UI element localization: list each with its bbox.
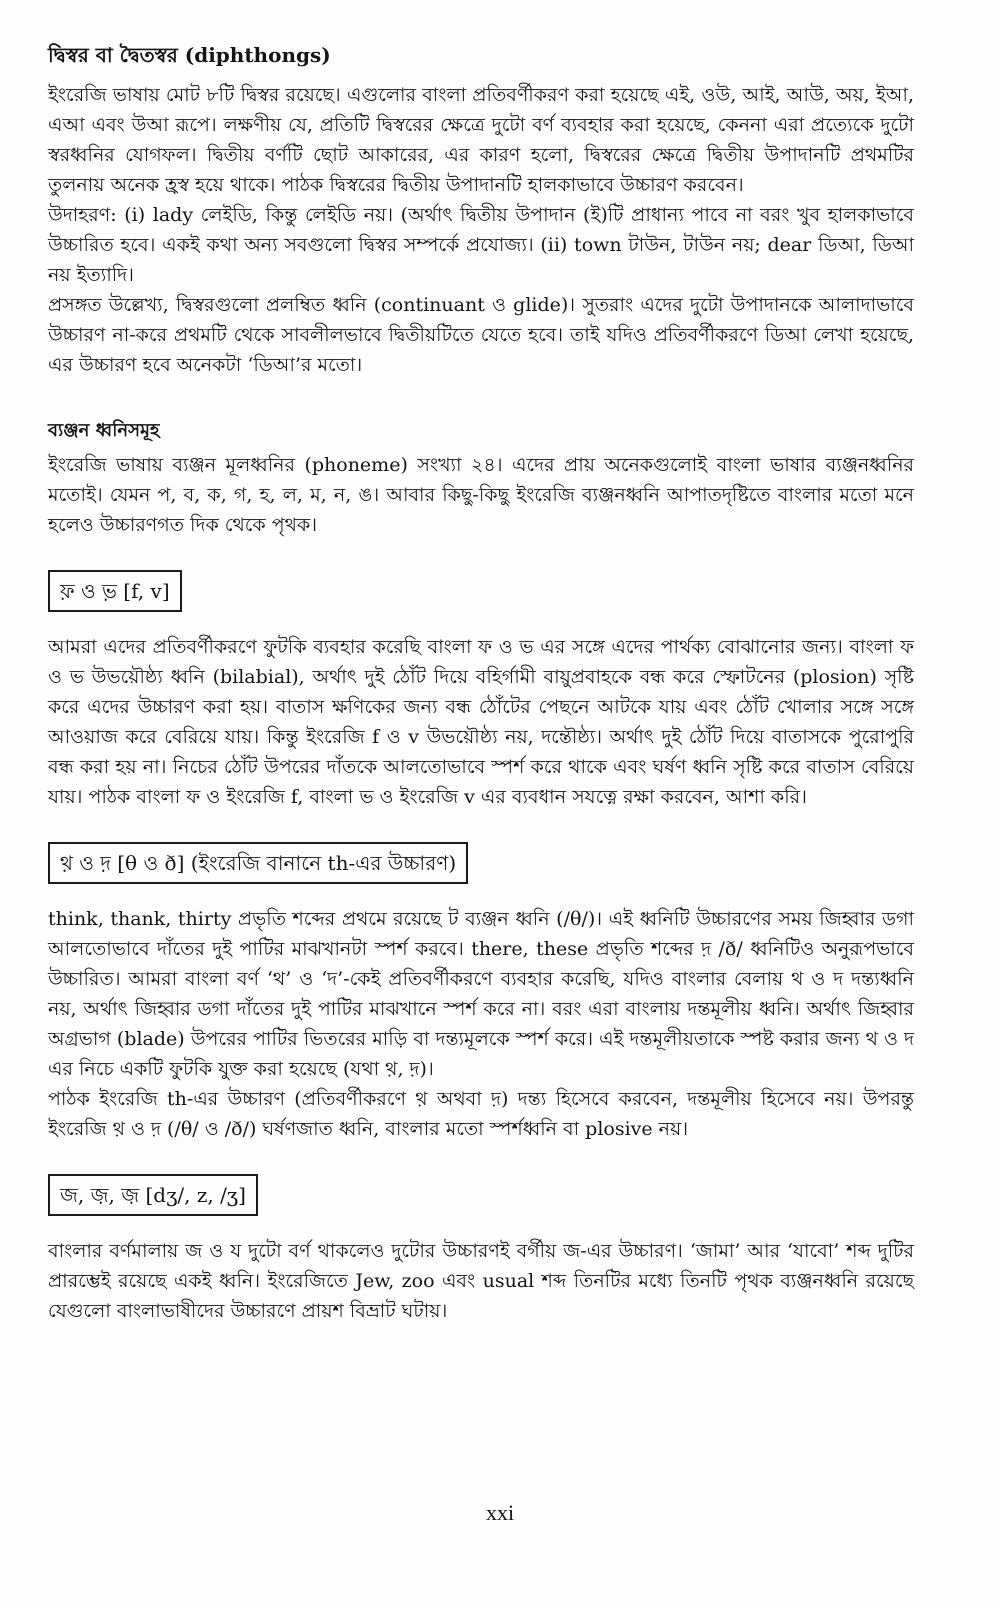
paragraph: ইংরেজি ভাষায় মোট ৮টি দ্বিস্বর রয়েছে। এগুলোর বাংলা প্রতিবর্ণীকরণ করা হয়েছে এই, ওউ, আই, আউ, অয়, ইআ, এআ এবং উআ রূপে। লক্ষণীয় যে, প্রতিটি দ্বিস্বরের ক্ষেত্রে দুটো বর্ণ ব্যবহার করা হয়েছে, কেননা এরা প্রত্যেকে দুটো স্বরধ্বনির যোগফল। দ্বিতীয় বর্ণটি ছোট আকারের, এর কারণ হলো, দ্বিস্বরের ক্ষেত্রে দ্বিতীয় উপাদানটি প্রথমটির তুলনায় অনেক হ্রস্ব হয়ে থাকে। পাঠক দ্বিস্বরের দ্বিতীয় উপাদানটি হালকাভাবে উচ্চারণ করবেন। <box>48 84 914 196</box>
paragraph: think, thank, thirty প্রভৃতি শব্দের প্রথমে রয়েছে ট ব্যঞ্জন ধ্বনি (/θ/)। এই ধ্বনিটি উচ্চারণের সময় জিহ্বার ডগা আলতোভাবে দাঁতের দুই পাটির মাঝখানটা স্পর্শ করবে। there, these প্রভৃতি শব্দের দ় /ð/ ধ্বনিটিও অনুরূপভাবে উচ্চারিত। আমরা বাংলা বর্ণ ‘থ’ ও ‘দ’-কেই প্রতিবর্ণীকরণে ব্যবহার করেছি, যদিও বাংলার বেলায় থ ও দ দন্ত্যধ্বনি নয়, অর্থাৎ জিহ্বার ডগা দাঁতের দুই পাটির মাঝখানে স্পর্শ করে না। বরং এরা বাংলায় দন্তমূলীয় ধ্বনি। অর্থাৎ জিহ্বার অগ্রভাগ (blade) উপরের পাটির ভিতরের মাড়ি বা দন্ত্যমূলকে স্পর্শ করে। এই দন্তমূলীয়তাকে স্পষ্ট করার জন্য থ ও দ এর নিচে একটি ফুটকি যুক্ত করা হয়েছে (যথা থ়, দ়)। <box>48 908 914 1080</box>
boxed-label: থ় ও দ় [θ ও ð] (ইংরেজি বানানে th-এর উচ্চারণ) <box>48 842 468 884</box>
paragraph: ইংরেজি ভাষায় ব্যঞ্জন মূলধ্বনির (phoneme) সংখ্যা ২৪। এদের প্রায় অনেকগুলোই বাংলা ভাষার ব্যঞ্জনধ্বনির মতোই। যেমন প, ব, ক, গ, হ, ল, ম, ন, ঙ। আবার কিছু-কিছু ইংরেজি ব্যঞ্জনধ্বনি আপাতদৃষ্টিতে বাংলার মতো মনে হলেও উচ্চারণগত দিক থেকে পৃথক। <box>48 454 914 536</box>
paragraph: প্রসঙ্গত উল্লেখ্য, দ্বিস্বরগুলো প্রলম্বিত ধ্বনি (continuant ও glide)। সুতরাং এদের দুটো উপাদানকে আলাদাভাবে উচ্চারণ না-করে প্রথমটি থেকে সাবলীলভাবে দ্বিতীয়টিতে যেতে হবে। তাই যদিও প্রতিবর্ণীকরণে ডিআ লেখা হয়েছে, এর উচ্চারণ হবে অনেকটা ‘ডিআ’র মতো। <box>48 294 914 376</box>
section-diphthongs <box>48 40 914 380</box>
section-heading: দ্বিস্বর বা দ্বৈতস্বর (diphthongs) <box>48 43 331 67</box>
book-page <box>48 40 914 1326</box>
paragraph: বাংলার বর্ণমালায় জ ও য দুটো বর্ণ থাকলেও দুটোর উচ্চারণই বর্গীয় জ-এর উচ্চারণ। ‘জামা’ আর ‘যাবো’ শব্দ দুটির প্রারম্ভেই রয়েছে একই ধ্বনি। ইংরেজিতে Jew, zoo এবং usual শব্দ তিনটির মধ্যে তিনটি পৃথক ব্যঞ্জনধ্বনি রয়েছে যেগুলো বাংলাভাষীদের উচ্চারণে প্রায়শ বিভ্রাট ঘটায়। <box>48 1240 914 1322</box>
boxed-label: জ, জ়, জ় [dʒ/, z, /ʒ] <box>48 1174 258 1216</box>
section-heading: ব্যঞ্জন ধ্বনিসমূহ <box>48 420 160 441</box>
boxed-label: ফ় ও ভ় [f, v] <box>48 570 182 612</box>
paragraph: পাঠক ইংরেজি th-এর উচ্চারণ (প্রতিবর্ণীকরণে থ় অথবা দ়) দন্ত্য হিসেবে করবেন, দন্তমূলীয় হিসেবে নয়। উপরন্তু ইংরেজি থ় ও দ় (/θ/ ও /ð/) ঘর্ষণজাত ধ্বনি, বাংলার মতো স্পর্শধ্বনি বা plosive নয়। <box>48 1088 914 1140</box>
page-number: xxi <box>485 1500 515 1525</box>
section-j-z <box>48 1174 914 1326</box>
section-consonants <box>48 416 914 540</box>
section-f-v <box>48 570 914 812</box>
paragraph: উদাহরণ: (i) lady লেইডি, কিন্তু লেইডি নয়। (অর্থাৎ দ্বিতীয় উপাদান (ই)টি প্রাধান্য পাবে না বরং খুব হালকাভাবে উচ্চারিত হবে। একই কথা অন্য সবগুলো দ্বিস্বর সম্পর্কে প্রযোজ্য। (ii) town টাউন, টাউন নয়; dear ডিআ, ডিআ নয় ইত্যাদি। <box>48 204 914 286</box>
section-th <box>48 842 914 1144</box>
paragraph: আমরা এদের প্রতিবর্ণীকরণে ফুটকি ব্যবহার করেছি বাংলা ফ ও ভ এর সঙ্গে এদের পার্থক্য বোঝানোর জন্য। বাংলা ফ ও ভ উভয়ৌষ্ঠ্য ধ্বনি (bilabial), অর্থাৎ দুই ঠোঁট দিয়ে বহির্গামী বায়ুপ্রবাহকে বন্ধ করে স্ফোটনের (plosion) সৃষ্টি করে এদের উচ্চারণ করা হয়। বাতাস ক্ষণিকের জন্য বন্ধ ঠোঁটের পেছনে আটকে যায় এবং ঠোঁট খোলার সঙ্গে সঙ্গে আওয়াজ করে বেরিয়ে যায়। কিন্তু ইংরেজি f ও v উভয়ৌষ্ঠ্য নয়, দন্তৌষ্ঠ্য। অর্থাৎ দুই ঠোঁট দিয়ে বাতাসকে পুরোপুরি বন্ধ করা হয় না। নিচের ঠোঁট উপরের দাঁতকে আলতোভাবে স্পর্শ করে থাকে এবং ঘর্ষণ ধ্বনি সৃষ্টি করে বাতাস বেরিয়ে যায়। পাঠক বাংলা ফ ও ইংরেজি f, বাংলা ভ ও ইংরেজি v এর ব্যবধান সযত্নে রক্ষা করবেন, আশা করি। <box>48 636 914 808</box>
